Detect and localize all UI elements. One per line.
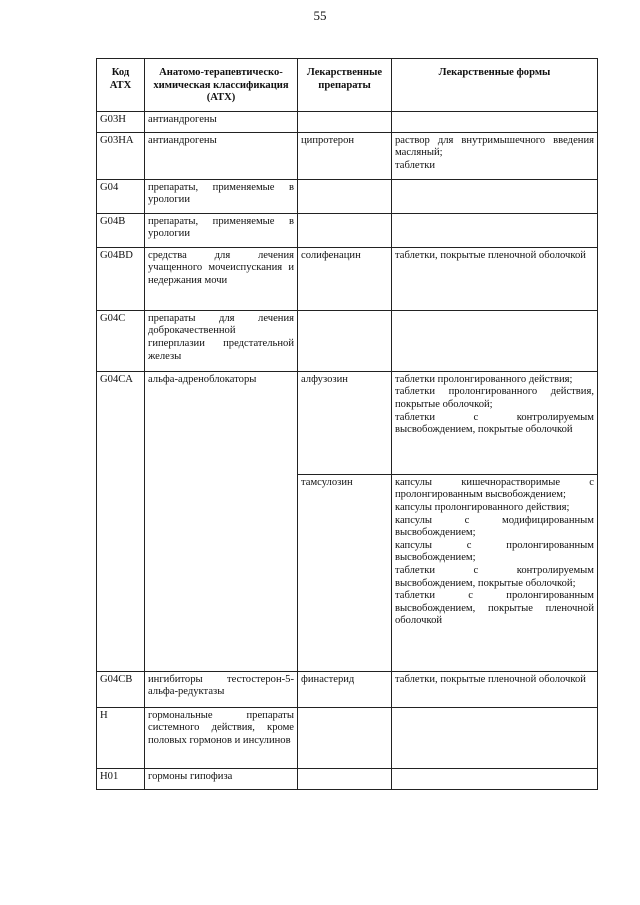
atc-code: H xyxy=(97,707,145,768)
drug-name: алфузозин xyxy=(298,371,392,474)
table-row xyxy=(97,707,598,768)
atc-classification: антиандрогены xyxy=(145,111,298,132)
drug-name: солифенацин xyxy=(298,247,392,310)
drug-name: тамсулозин xyxy=(298,474,392,671)
atc-code xyxy=(97,474,145,671)
dosage-forms xyxy=(392,132,598,179)
atc-classification: средства для лечения учащенного мочеиспускания и недержания мочи xyxy=(145,247,298,310)
dosage-form-item: капсулы с модифицированным высвобождением; xyxy=(395,514,594,539)
dosage-forms xyxy=(392,768,598,789)
atc-code: G04CB xyxy=(97,671,145,707)
atc-code: G04CA xyxy=(97,371,145,474)
drug-name xyxy=(298,111,392,132)
dosage-form-item: таблетки с пролонгированным высвобождением, покрытые пленочной оболочкой xyxy=(395,590,594,627)
atc-code: G03H xyxy=(97,111,145,132)
header-atc-classification: Анатомо-терапевтическо-химическая классификация (АТХ) xyxy=(145,59,298,112)
table-row xyxy=(97,671,598,707)
dosage-forms xyxy=(392,179,598,213)
atc-classification: препараты для лечения доброкачественной гиперплазии предстательной железы xyxy=(145,310,298,371)
dosage-form-item: таблетки пролонгированного действия; xyxy=(395,373,573,385)
atc-code: G04B xyxy=(97,213,145,247)
dosage-forms xyxy=(392,474,598,671)
table-header-row xyxy=(97,59,598,112)
header-drugs: Лекарственные препараты xyxy=(298,59,392,112)
dosage-form-item: капсулы кишечнорастворимые с пролонгированным высвобождением; xyxy=(395,476,594,501)
table-row xyxy=(97,111,598,132)
atc-code: G03HA xyxy=(97,132,145,179)
dosage-forms xyxy=(392,371,598,474)
table-row xyxy=(97,247,598,310)
atc-classification: гормональные препараты системного действия, кроме половых гормонов и инсулинов xyxy=(145,707,298,768)
atc-code: G04BD xyxy=(97,247,145,310)
table-row xyxy=(97,768,598,789)
dosage-forms xyxy=(392,111,598,132)
table-row xyxy=(97,474,598,671)
atc-classification: ингибиторы тестостерон-5-альфа-редуктазы xyxy=(145,671,298,707)
dosage-form-item: таблетки с контролируемым высвобождением, покрытые оболочкой xyxy=(395,411,594,436)
atc-code: H01 xyxy=(97,768,145,789)
drug-name xyxy=(298,707,392,768)
atc-classification: антиандрогены xyxy=(145,132,298,179)
table-row xyxy=(97,213,598,247)
atc-classification: альфа-адреноблокаторы xyxy=(145,371,298,474)
atc-classification xyxy=(145,474,298,671)
drug-name: ципротерон xyxy=(298,132,392,179)
atc-classification: препараты, применяемые в урологии xyxy=(145,179,298,213)
dosage-forms xyxy=(392,310,598,371)
atc-classification: гормоны гипофиза xyxy=(145,768,298,789)
atc-code: G04C xyxy=(97,310,145,371)
dosage-form-item: таблетки пролонгированного действия, покрытые оболочкой; xyxy=(395,386,594,410)
drug-name xyxy=(298,768,392,789)
drug-name xyxy=(298,179,392,213)
dosage-forms xyxy=(392,671,598,707)
dosage-form-item: таблетки, покрытые пленочной оболочкой xyxy=(395,673,586,685)
drug-name xyxy=(298,310,392,371)
table-row xyxy=(97,179,598,213)
header-atc-code: Код АТХ xyxy=(97,59,145,112)
atc-classification: препараты, применяемые в урологии xyxy=(145,213,298,247)
table-row xyxy=(97,310,598,371)
table-row xyxy=(97,371,598,474)
dosage-forms xyxy=(392,247,598,310)
atc-code: G04 xyxy=(97,179,145,213)
drug-name xyxy=(298,213,392,247)
atc-classification-table xyxy=(96,58,598,790)
dosage-form-item: таблетки с контролируемым высвобождением, покрытые оболочкой; xyxy=(395,564,594,589)
table-row xyxy=(97,132,598,179)
dosage-form-item: таблетки, покрытые пленочной оболочкой xyxy=(395,249,586,261)
dosage-form-item: капсулы с пролонгированным высвобождением; xyxy=(395,539,594,564)
dosage-forms xyxy=(392,707,598,768)
dosage-form-item: капсулы пролонгированного действия; xyxy=(395,501,570,513)
dosage-form-item: таблетки xyxy=(395,159,436,171)
dosage-form-item: раствор для внутримышечного введения масляный; xyxy=(395,134,594,159)
page-number: 55 xyxy=(313,8,327,23)
dosage-forms xyxy=(392,213,598,247)
header-dosage-forms: Лекарственные формы xyxy=(392,59,598,112)
drug-name: финастерид xyxy=(298,671,392,707)
